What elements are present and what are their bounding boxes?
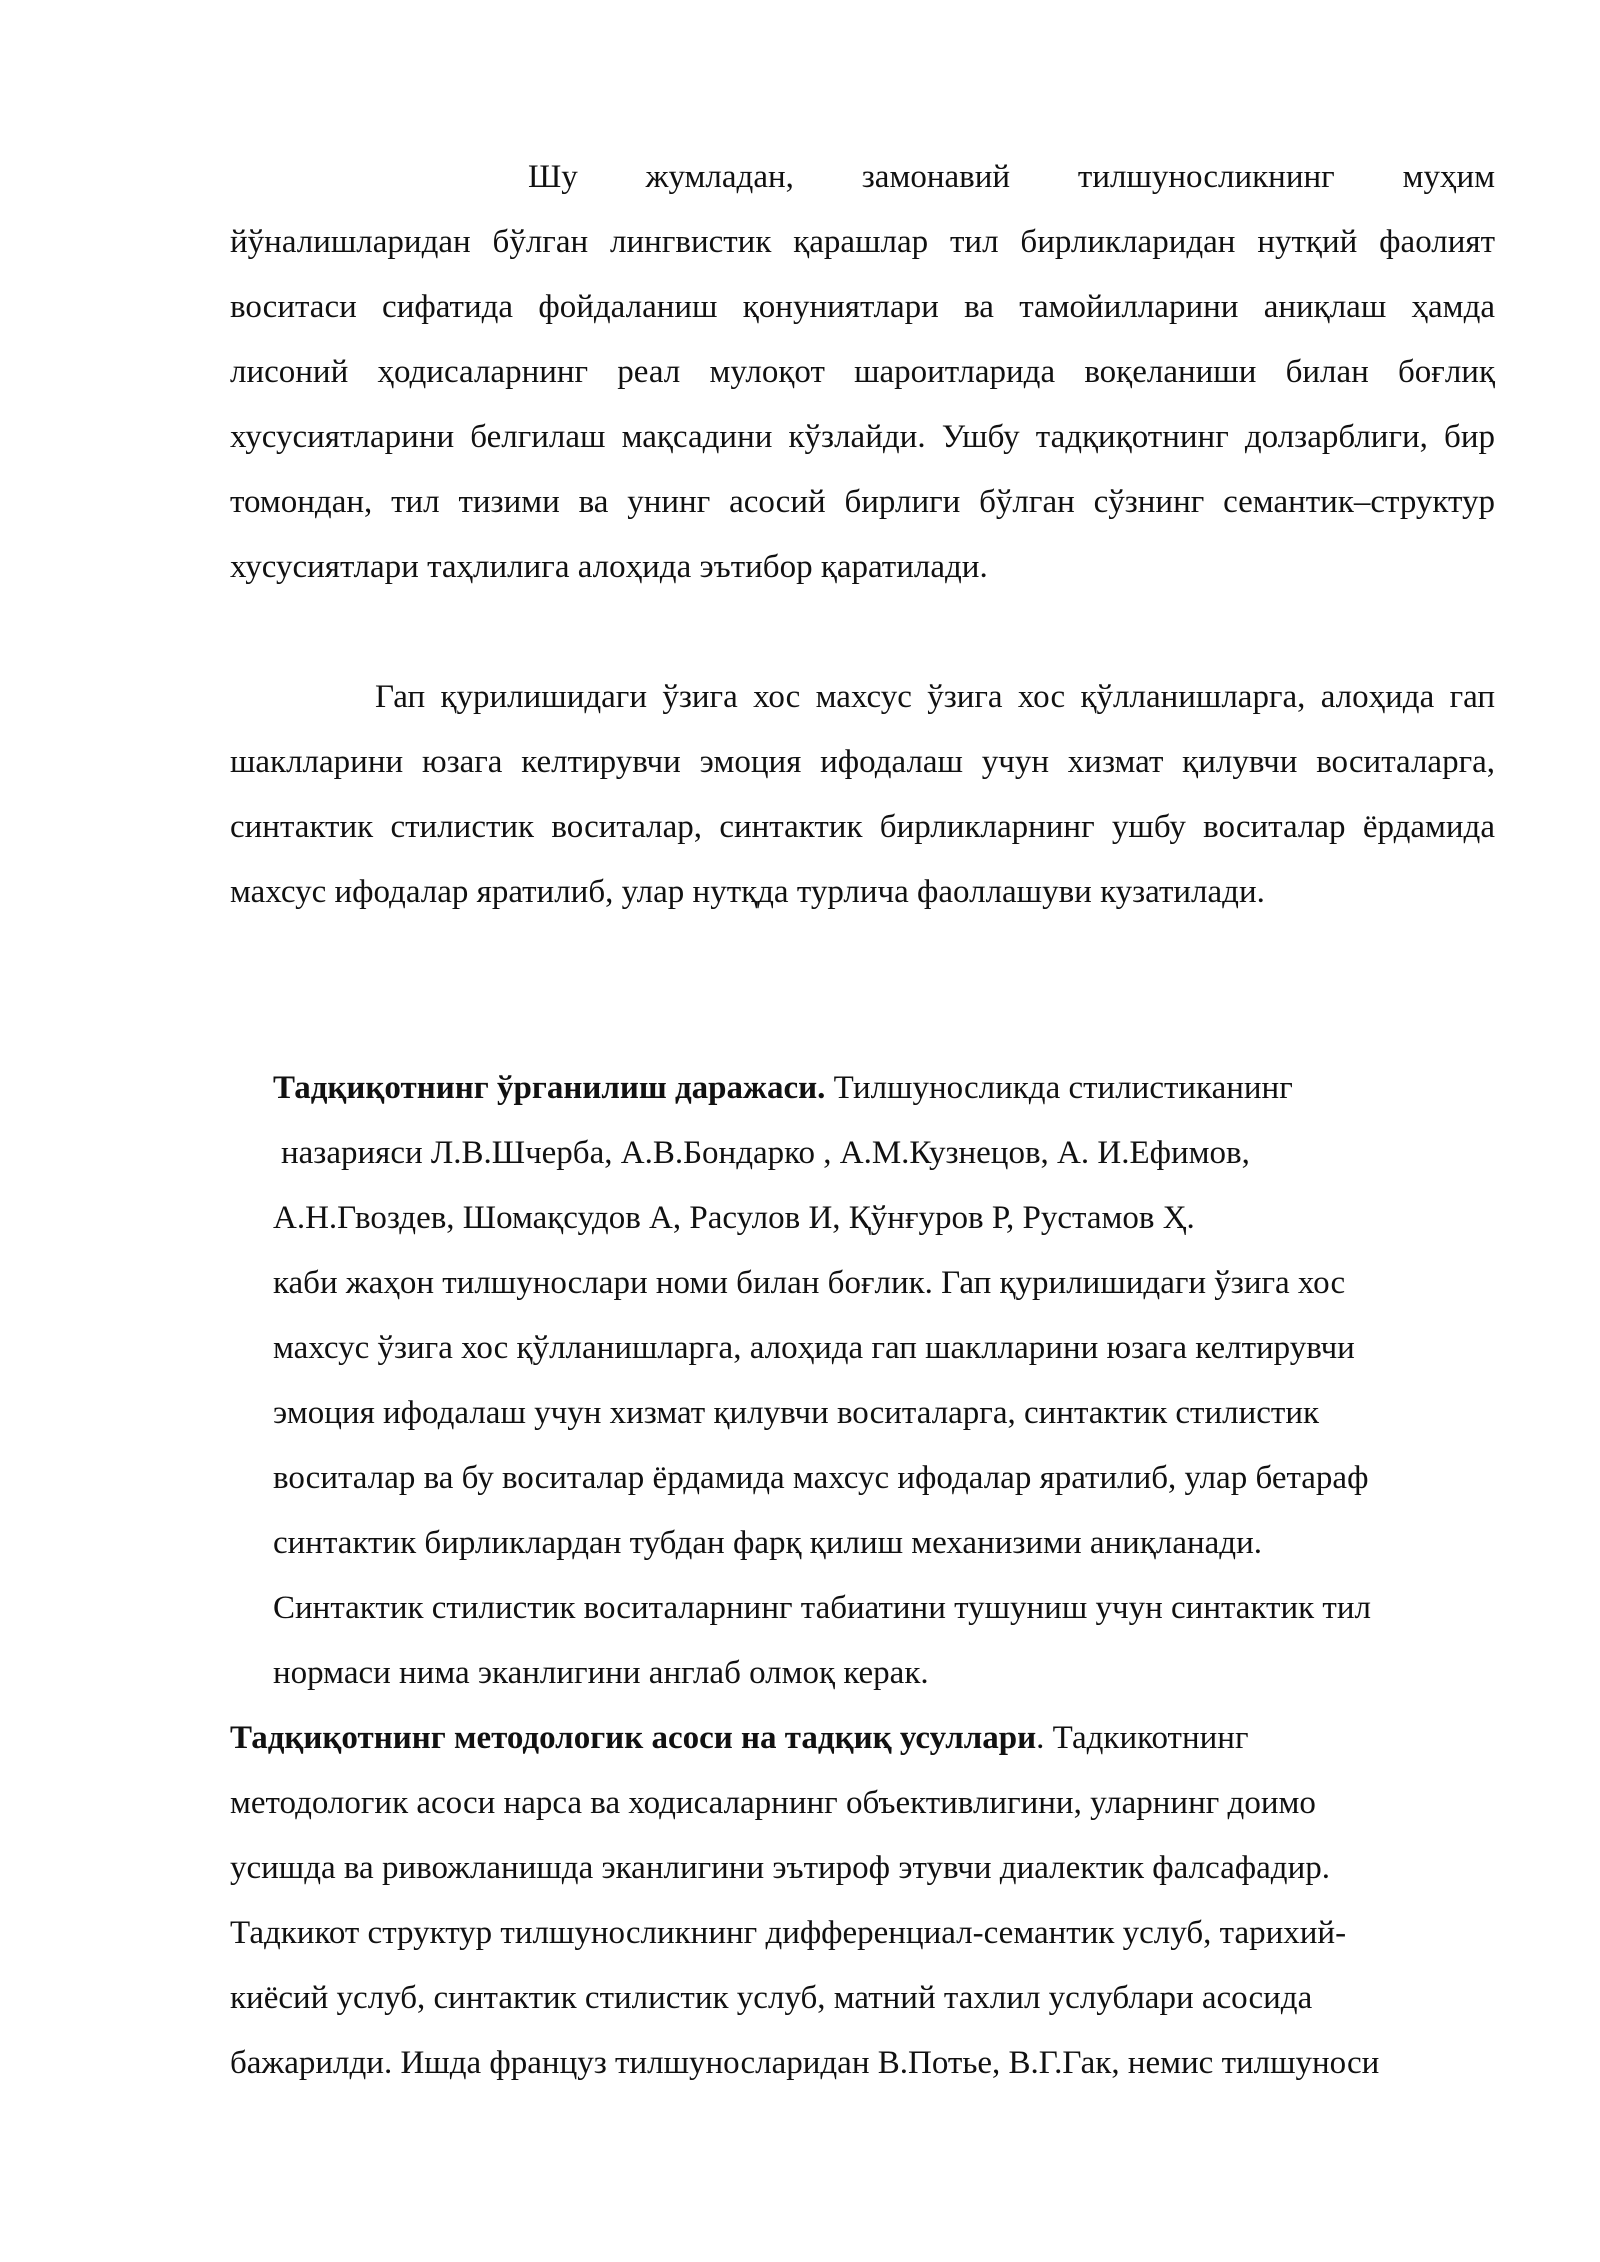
- section-methodology-heading: Тадқиқотнинг методологик асоси на тадқиқ усуллари: [230, 1720, 1037, 1756]
- section-research-degree-line: эмоция ифодалаш учун хизмат қилувчи воситаларга, синтактик стилистик: [273, 1395, 1320, 1431]
- section-methodology-line: киёсий услуб, синтактик стилистик услуб, матний тахлил услублари асосида: [230, 1980, 1313, 2016]
- section-methodology-line: бажарилди. Ишда француз тилшуносларидан В.Потье, В.Г.Гак, немис тилшуноси: [230, 2045, 1380, 2081]
- section-research-degree-line: махсус ўзига хос қўлланишларга, алоҳида гап шаклларини юзага келтирувчи: [273, 1330, 1355, 1366]
- paragraph-syntactic-means: Гап қурилишидаги ўзига хос махсус ўзига хос қўлланишларга, алоҳида гап шаклларини юзага келтирувчи эмоция ифодалаш учун хизмат қилувчи воситаларга, синтактик стилистик воситалар, синтактик бирликларнинг ушбу воситалар ёрдамида махсус ифодалар яратилиб, улар нутқда турлича фаоллашуви кузатилади.: [230, 679, 1495, 910]
- section-research-degree-line: назарияси Л.В.Шчерба, А.В.Бондарко , А.М.Кузнецов, А. И.Ефимов,: [281, 1135, 1250, 1171]
- section-research-degree-line: Синтактик стилистик воситаларнинг табиатини тушуниш учун синтактик тил: [273, 1590, 1371, 1626]
- section-research-degree-line: каби жаҳон тилшунослари номи билан боғлик. Гап қурилишидаги ўзига хос: [273, 1265, 1346, 1301]
- section-methodology-line: Тадкикот структур тилшуносликнинг дифференциал-семантик услуб, тарихий-: [230, 1915, 1347, 1951]
- section-methodology-line-1: [230, 1706, 1495, 1771]
- section-methodology-line: методологик асоси нарса ва ходисаларнинг объективлигини, уларнинг доимо: [230, 1785, 1316, 1821]
- section-research-degree: [230, 1056, 1495, 1706]
- section-research-degree-line-1-text: Тилшуносликда стилистиканинг: [825, 1070, 1293, 1106]
- section-research-degree-line: воситалар ва бу воситалар ёрдамида махсус ифодалар яратилиб, улар бетараф: [273, 1460, 1369, 1496]
- section-research-degree-line: синтактик бирликлардан тубдан фарқ қилиш механизими аниқланади.: [273, 1525, 1263, 1561]
- section-methodology-line: усишда ва ривожланишда эканлигини эътироф этувчи диалектик фалсафадир.: [230, 1850, 1330, 1886]
- section-research-degree-line-1: [230, 1056, 1495, 1121]
- section-research-degree-line: нормаси нима эканлигини англаб олмоқ керак.: [273, 1655, 929, 1691]
- section-methodology-line-1-text: . Тадкикотнинг: [1036, 1720, 1249, 1756]
- paragraph-relevance: Шу жумладан, замонавий тилшуносликнинг муҳим йўналишларидан бўлган лингвистик қарашлар тил бирликларидан нутқий фаолият воситаси сифатида фойдаланиш қонуниятлари ва тамойилларини аниқлаш ҳамда лисоний ҳодисаларнинг реал мулоқот шароитларида воқеланиши билан боғлиқ хусусиятларини белгилаш мақсадини кўзлайди. Ушбу тадқиқотнинг долзарблиги, бир томондан, тил тизими ва унинг асосий бирлиги бўлган сўзнинг семантик–структур хусусиятлари таҳлилига алоҳида эътибор қаратилади.: [230, 159, 1495, 585]
- section-research-degree-line: А.Н.Гвоздев, Шомақсудов А, Расулов И, Қўнғуров Р, Рустамов Ҳ.: [273, 1200, 1195, 1236]
- section-methodology: [230, 1706, 1495, 2096]
- section-research-degree-heading: Тадқиқотнинг ўрганилиш даражаси.: [273, 1070, 826, 1106]
